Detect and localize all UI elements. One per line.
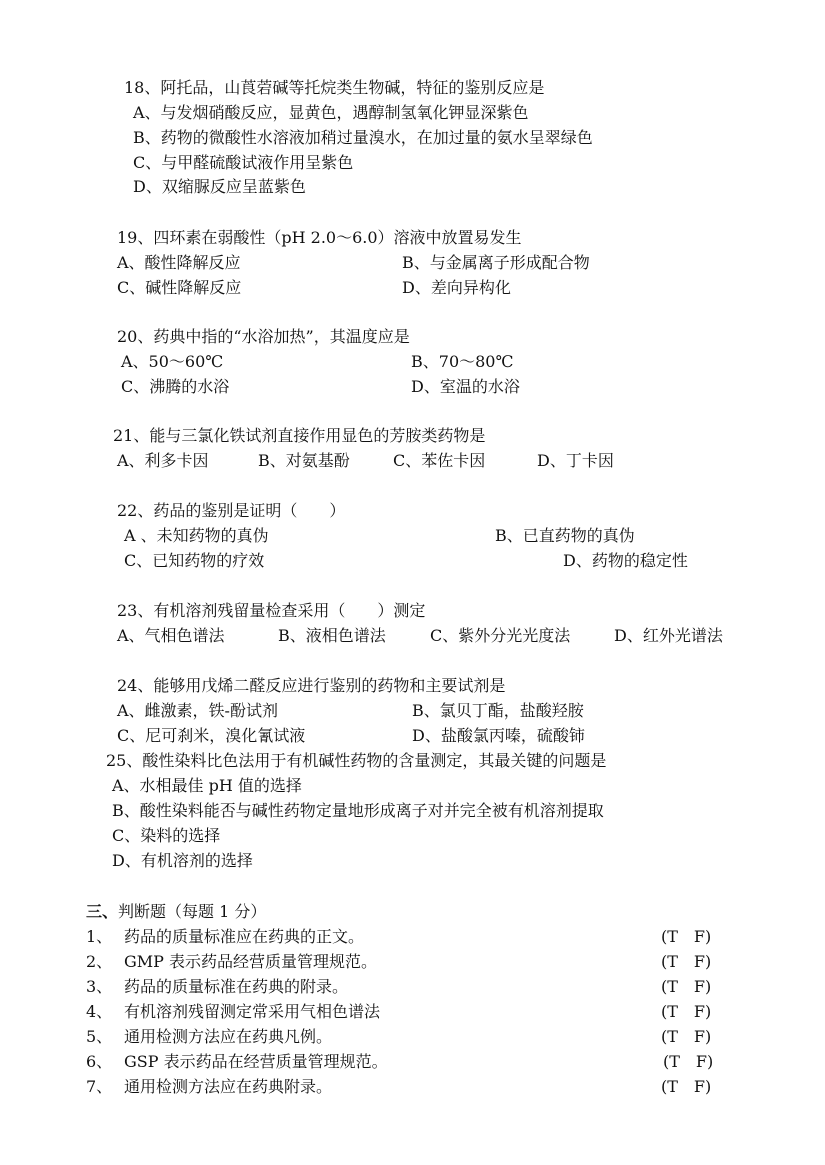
tf-answer-marks: (T F) <box>661 927 712 946</box>
tf-number: 5、 <box>86 1027 113 1046</box>
q19-option-c: C、碱性降解反应 <box>117 278 242 297</box>
tf-answer-marks: (T F) <box>661 977 712 996</box>
section3-number: 三、 <box>86 902 119 921</box>
q25-option-b: B、酸性染料能否与碱性药物定量地形成离子对并完全被有机溶剂提取 <box>112 801 604 820</box>
q21-option-a: A、利多卡因 <box>117 451 209 470</box>
tf-statement: GSP 表示药品在经营质量管理规范。 <box>124 1052 388 1071</box>
q19-option-b: B、与金属离子形成配合物 <box>402 253 590 272</box>
section3-heading <box>86 902 266 922</box>
tf-answer-marks: (T F) <box>661 952 712 971</box>
tf-statement: 药品的质量标准在药典的附录。 <box>124 977 349 996</box>
q22-option-c: C、已知药物的疗效 <box>124 551 265 570</box>
tf-answer-marks: (T F) <box>661 1077 712 1096</box>
tf-answer-marks: (T F) <box>661 1002 712 1021</box>
q22-option-a: A 、未知药物的真伪 <box>124 526 269 545</box>
q24-option-d: D、盐酸氯丙嗪，硫酸铈 <box>412 726 585 745</box>
q25-option-d: D、有机溶剂的选择 <box>112 851 253 870</box>
q25-option-a: A、水相最佳 pH 值的选择 <box>112 776 302 795</box>
tf-number: 7、 <box>86 1077 113 1096</box>
tf-number: 6、 <box>86 1052 113 1071</box>
q23-stem: 23、有机溶剂残留量检查采用（ ）测定 <box>117 601 426 620</box>
q22-option-d: D、药物的稳定性 <box>563 551 688 570</box>
q21-stem: 21、能与三氯化铁试剂直接作用显色的芳胺类药物是 <box>113 426 486 445</box>
tf-statement: 药品的质量标准应在药典的正文。 <box>124 927 365 946</box>
q22-stem: 22、药品的鉴别是证明（ ） <box>117 501 346 520</box>
q18-stem: 18、阿托品，山莨菪碱等托烷类生物碱，特征的鉴别反应是 <box>124 78 545 97</box>
q23-option-c: C、紫外分光光度法 <box>430 626 571 645</box>
q20-option-c: C、沸腾的水浴 <box>121 377 230 396</box>
tf-number: 4、 <box>86 1002 113 1021</box>
tf-number: 1、 <box>86 927 113 946</box>
q20-option-b: B、70～80℃ <box>411 352 514 371</box>
tf-statement: 有机溶剂残留测定常采用气相色谱法 <box>124 1002 381 1021</box>
q18-option-d: D、双缩脲反应呈蓝紫色 <box>133 177 306 196</box>
q24-option-a: A、雌激素，铁-酚试剂 <box>117 701 278 720</box>
q19-option-d: D、差向异构化 <box>402 278 511 297</box>
tf-answer-marks: (T F) <box>663 1052 714 1071</box>
q20-option-a: A、50～60℃ <box>121 352 224 371</box>
tf-statement: 通用检测方法应在药典凡例。 <box>124 1027 333 1046</box>
q24-stem: 24、能够用戊烯二醛反应进行鉴别的药物和主要试剂是 <box>117 676 506 695</box>
tf-statement: GMP 表示药品经营质量管理规范。 <box>124 952 378 971</box>
q23-option-b: B、液相色谱法 <box>278 626 386 645</box>
q20-stem: 20、药典中指的“水浴加热”，其温度应是 <box>117 327 410 346</box>
q24-option-b: B、氯贝丁酯，盐酸羟胺 <box>412 701 584 720</box>
q25-option-c: C、染料的选择 <box>112 826 221 845</box>
q22-option-b: B、已直药物的真伪 <box>495 526 635 545</box>
q25-stem: 25、酸性染料比色法用于有机碱性药物的含量测定，其最关键的问题是 <box>106 751 607 770</box>
q18-option-b: B、药物的微酸性水溶液加稍过量溴水，在加过量的氨水呈翠绿色 <box>133 128 593 147</box>
q21-option-d: D、丁卡因 <box>537 451 614 470</box>
tf-number: 3、 <box>86 977 113 996</box>
q18-option-c: C、与甲醛硫酸试液作用呈紫色 <box>133 153 354 172</box>
q19-stem: 19、四环素在弱酸性（pH 2.0～6.0）溶液中放置易发生 <box>117 228 522 247</box>
q23-option-d: D、红外光谱法 <box>614 626 723 645</box>
q21-option-b: B、对氨基酚 <box>258 451 350 470</box>
q19-option-a: A、酸性降解反应 <box>117 253 241 272</box>
tf-statement: 通用检测方法应在药典附录。 <box>124 1077 333 1096</box>
tf-number: 2、 <box>86 952 113 971</box>
section3-title: 判断题（每题 1 分） <box>118 902 267 921</box>
q23-option-a: A、气相色谱法 <box>117 626 225 645</box>
q21-option-c: C、苯佐卡因 <box>393 451 486 470</box>
q18-option-a: A、与发烟硝酸反应，显黄色，遇醇制氢氧化钾显深紫色 <box>133 103 529 122</box>
tf-answer-marks: (T F) <box>661 1027 712 1046</box>
q20-option-d: D、室温的水浴 <box>411 377 520 396</box>
q24-option-c: C、尼可刹米，溴化氰试液 <box>117 726 306 745</box>
